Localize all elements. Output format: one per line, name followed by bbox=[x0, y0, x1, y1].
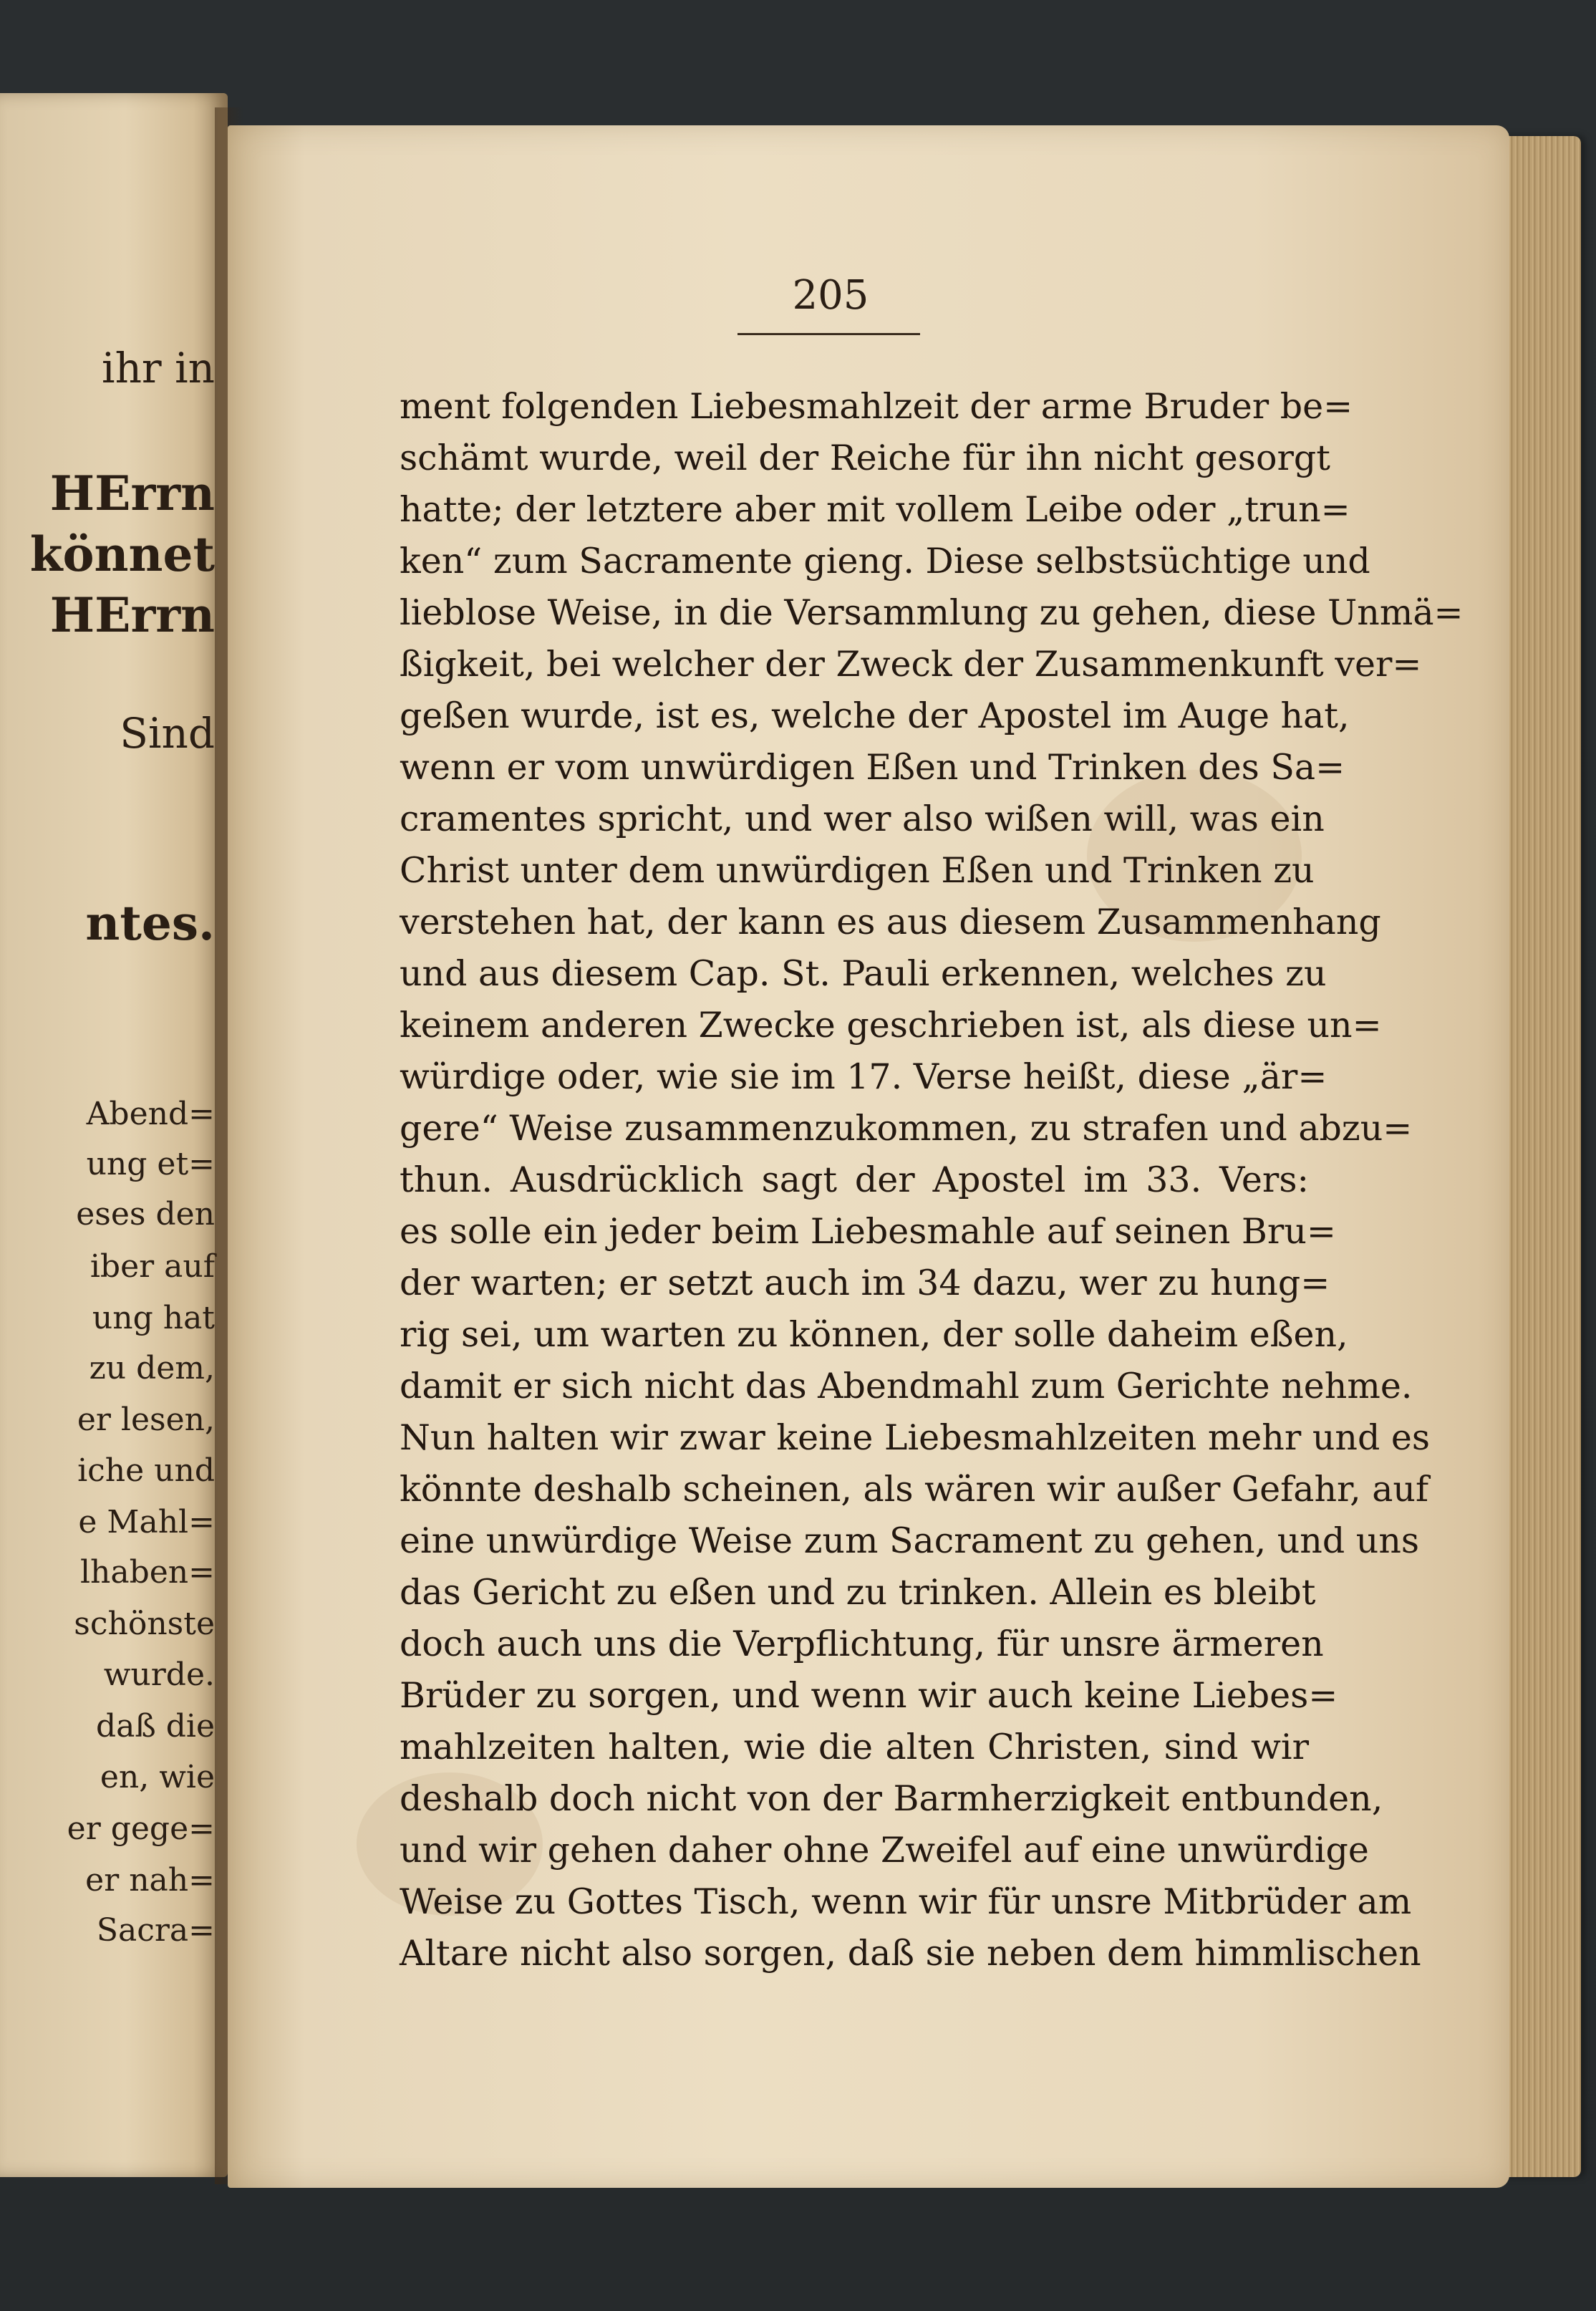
text-line: Nun halten wir zwar keine Liebesmahlzeiten mehr und es bbox=[400, 1417, 1431, 1458]
left-page-text-fragment: HErrn bbox=[49, 587, 215, 643]
text-line: keinem anderen Zwecke geschrieben ist, als diese un= bbox=[400, 1005, 1382, 1046]
left-page-text-fragment: wurde. bbox=[103, 1656, 215, 1693]
text-line: würdige oder, wie sie im 17. Verse heißt, diese „är= bbox=[400, 1056, 1327, 1097]
text-line: der warten; er setzt auch im 34 dazu, wer zu hung= bbox=[400, 1263, 1330, 1303]
left-page-text-fragment: e Mahl= bbox=[78, 1504, 215, 1540]
left-page-text-fragment: er nah= bbox=[85, 1862, 215, 1899]
text-line: eine unwürdige Weise zum Sacrament zu gehen, und uns bbox=[400, 1520, 1420, 1561]
left-page-text-fragment: er lesen, bbox=[77, 1401, 215, 1438]
left-page-text-fragment: schönste bbox=[74, 1606, 215, 1642]
left-page-text-fragment: Sind bbox=[120, 709, 215, 758]
text-line: wenn er vom unwürdigen Eßen und Trinken des Sa= bbox=[400, 747, 1345, 788]
left-page-text-fragment: eses den bbox=[76, 1196, 215, 1232]
text-line: mahlzeiten halten, wie die alten Christen, sind wir bbox=[400, 1727, 1309, 1767]
text-line: das Gericht zu eßen und zu trinken. Allein es bleibt bbox=[400, 1572, 1316, 1613]
text-line: könnte deshalb scheinen, als wären wir außer Gefahr, auf bbox=[400, 1469, 1429, 1510]
left-page-text-fragment: ung hat bbox=[92, 1300, 215, 1336]
left-page-text-fragment: ung et= bbox=[86, 1146, 215, 1182]
left-page-text-fragment: zu dem, bbox=[89, 1350, 215, 1386]
text-line: gere“ Weise zusammenzukommen, zu strafen und abzu= bbox=[400, 1108, 1413, 1149]
left-page-text-fragment: en, wie bbox=[100, 1759, 215, 1795]
text-line: Altare nicht also sorgen, daß sie neben dem himmlischen bbox=[400, 1933, 1421, 1974]
text-line: verstehen hat, der kann es aus diesem Zusammenhang bbox=[400, 902, 1381, 942]
left-page-text-fragment: Abend= bbox=[86, 1096, 215, 1132]
left-page-text-fragment: Sacra= bbox=[96, 1912, 215, 1949]
text-line: damit er sich nicht das Abendmahl zum Gerichte nehme. bbox=[400, 1366, 1413, 1407]
left-page-text-fragment: ihr in bbox=[102, 344, 215, 392]
left-page-text-fragment: HErrn bbox=[49, 465, 215, 521]
left-page-text-fragment: ntes. bbox=[85, 895, 215, 951]
text-line: schämt wurde, weil der Reiche für ihn nicht gesorgt bbox=[400, 438, 1330, 478]
text-line: rig sei, um warten zu können, der solle daheim eßen, bbox=[400, 1314, 1348, 1355]
text-line: es solle ein jeder beim Liebesmahle auf seinen Bru= bbox=[400, 1211, 1336, 1252]
left-page-text-fragment: daß die bbox=[95, 1708, 215, 1745]
text-line: thun. Ausdrücklich sagt der Apostel im 33. Vers: bbox=[400, 1159, 1309, 1200]
body-text bbox=[400, 381, 1464, 1979]
left-page-text-fragment: iche und bbox=[77, 1452, 215, 1489]
text-line: lieblose Weise, in die Versammlung zu gehen, diese Unmä= bbox=[400, 592, 1464, 633]
text-line: deshalb doch nicht von der Barmherzigkeit entbunden, bbox=[400, 1778, 1383, 1819]
text-line: ken“ zum Sacramente gieng. Diese selbstsüchtige und bbox=[400, 541, 1370, 582]
text-line: ment folgenden Liebesmahlzeit der arme Bruder be= bbox=[400, 386, 1353, 427]
text-line: und wir gehen daher ohne Zweifel auf eine unwürdige bbox=[400, 1830, 1369, 1871]
text-line: Weise zu Gottes Tisch, wenn wir für unsre Mitbrüder am bbox=[400, 1881, 1412, 1922]
text-line: cramentes spricht, und wer also wißen will, was ein bbox=[400, 799, 1325, 839]
left-page-text-fragment: könnet bbox=[29, 526, 215, 582]
left-page-text-fragment: er gege= bbox=[67, 1810, 215, 1847]
text-line: und aus diesem Cap. St. Pauli erkennen, welches zu bbox=[400, 953, 1327, 994]
header-rule bbox=[737, 333, 920, 335]
left-page-text-fragment: lhaben= bbox=[79, 1554, 215, 1591]
text-line: Christ unter dem unwürdigen Eßen und Trinken zu bbox=[400, 850, 1315, 891]
text-line: doch auch uns die Verpflichtung, für unsre ärmeren bbox=[400, 1624, 1324, 1664]
page-number: 205 bbox=[792, 272, 869, 319]
text-line: Brüder zu sorgen, und wenn wir auch keine Liebes= bbox=[400, 1675, 1338, 1716]
text-line: geßen wurde, ist es, welche der Apostel im Auge hat, bbox=[400, 695, 1350, 736]
text-line: hatte; der letztere aber mit vollem Leibe oder „trun= bbox=[400, 489, 1350, 530]
left-page-fragment bbox=[0, 93, 228, 2177]
left-page-text-fragment: iber auf bbox=[90, 1248, 215, 1285]
text-line: ßigkeit, bei welcher der Zweck der Zusammenkunft ver= bbox=[400, 644, 1422, 685]
